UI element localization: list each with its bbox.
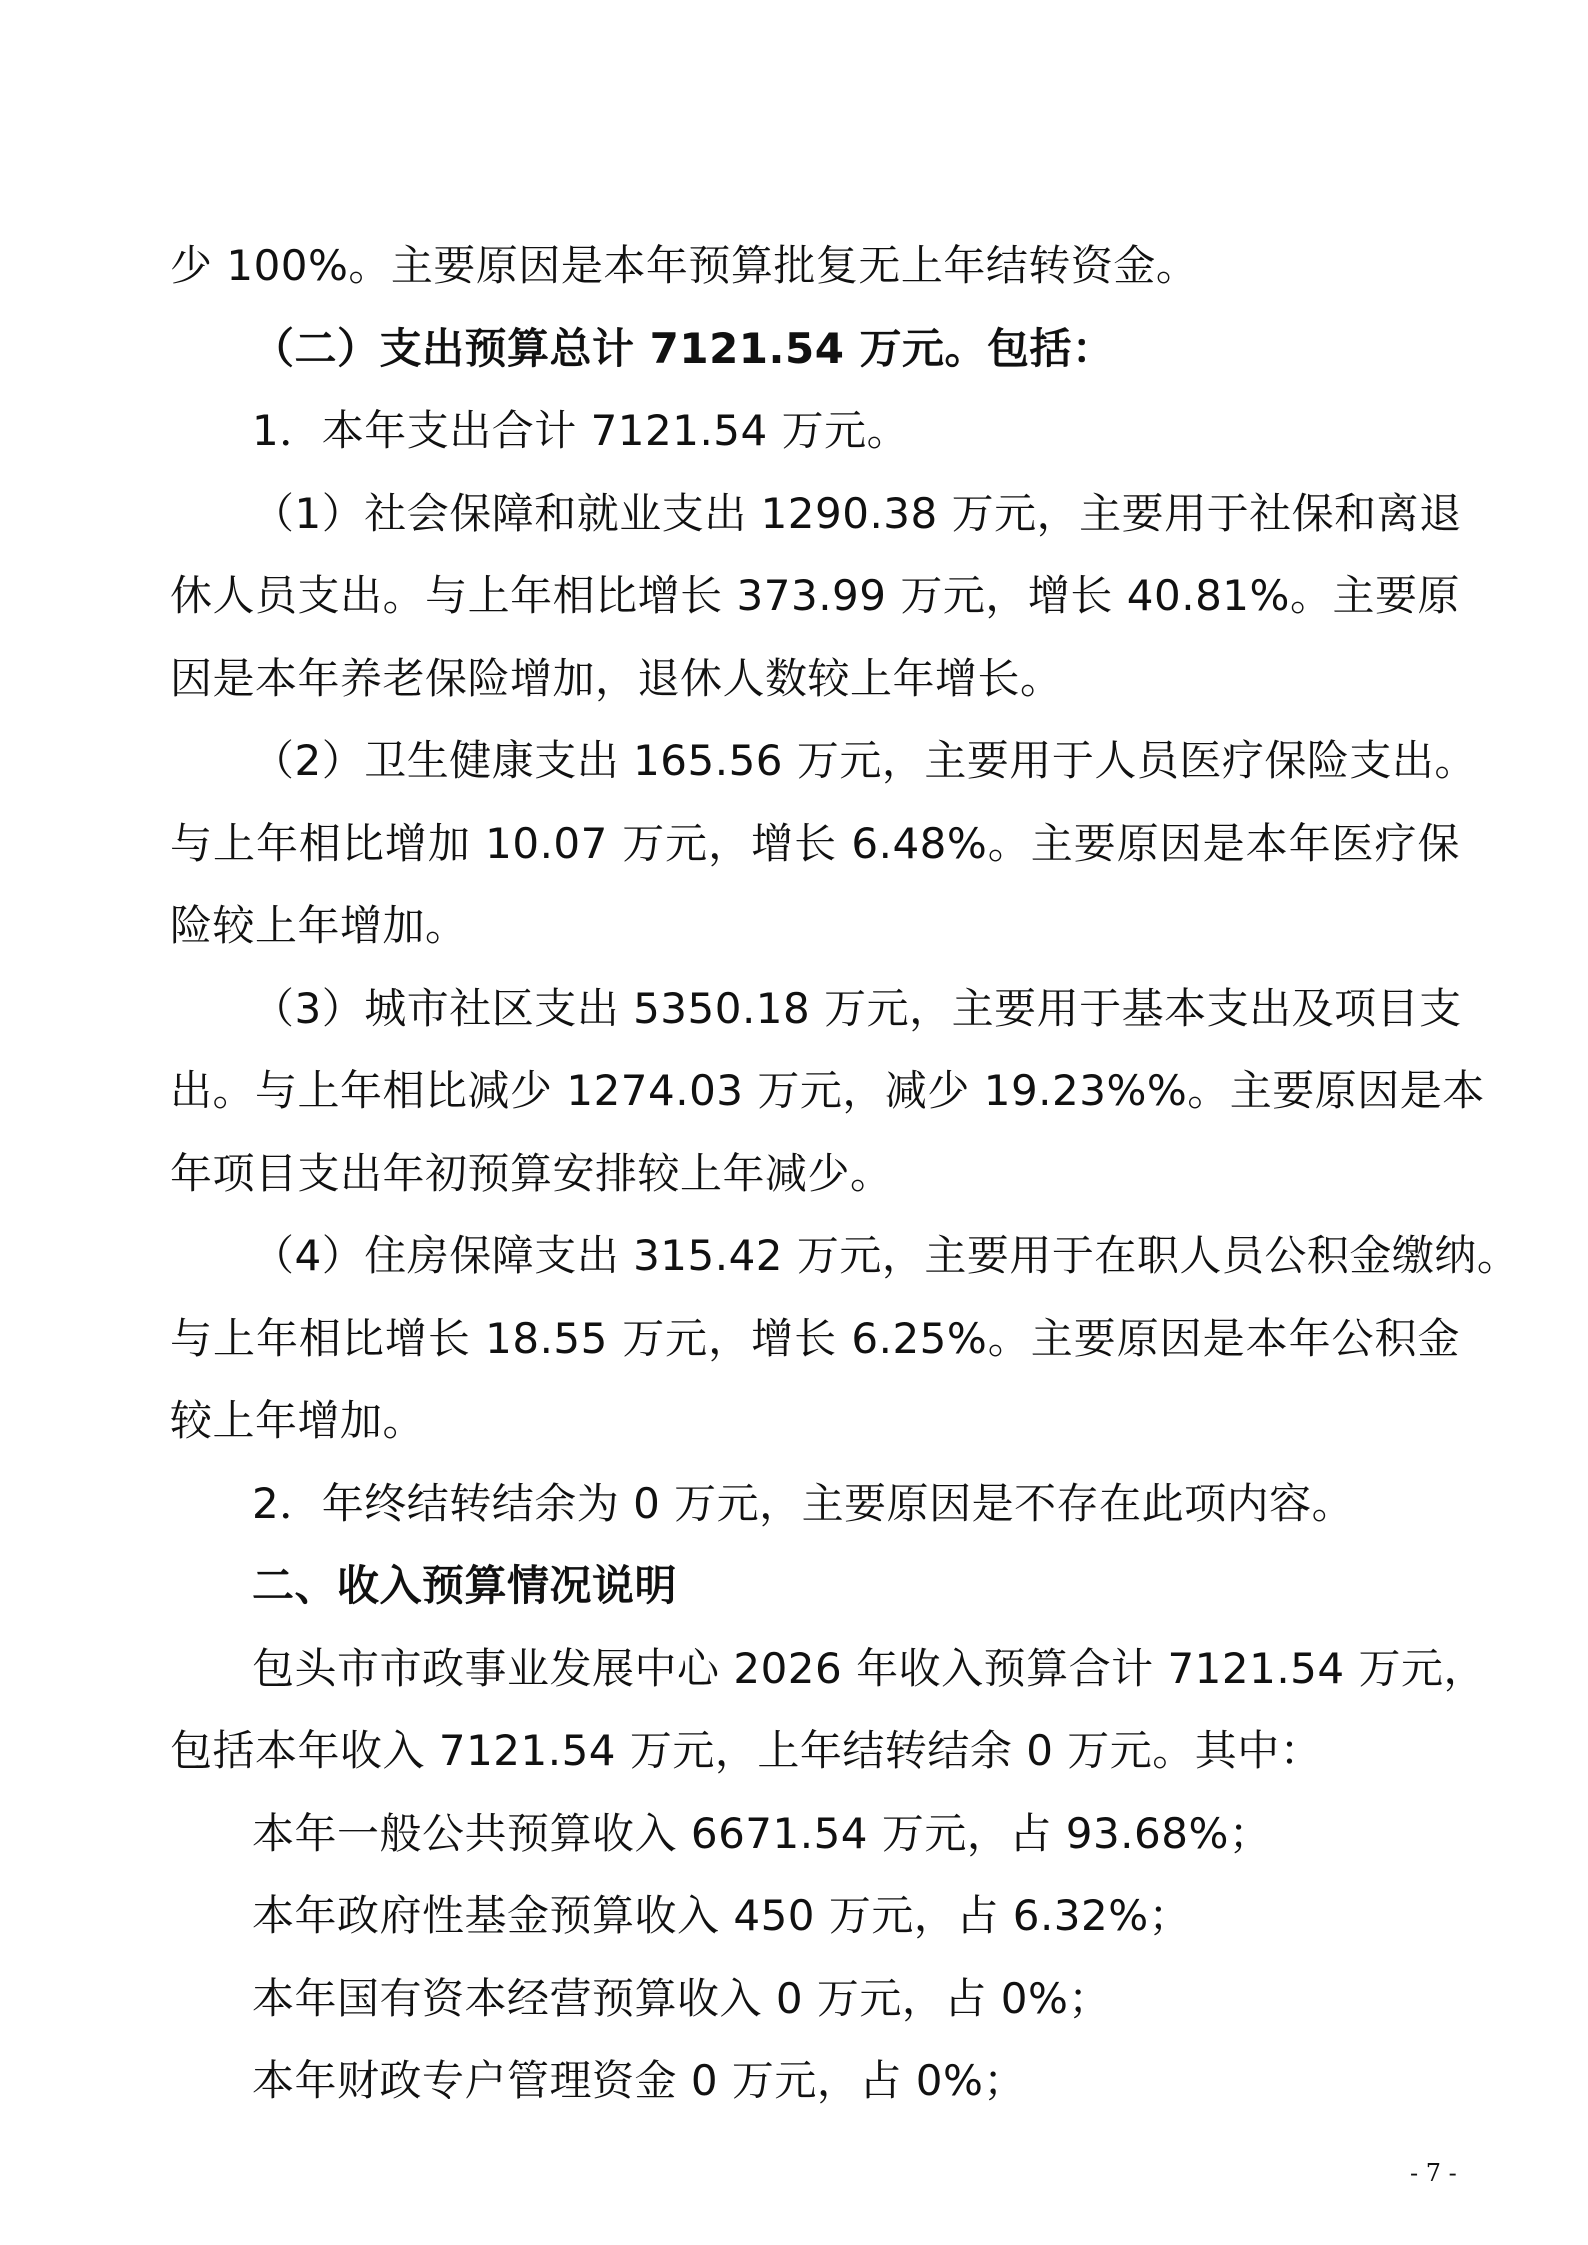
item-urban-community-line-3: 年项目支出年初预算安排较上年减少。 [170,1148,893,1198]
item-urban-community-line-1: （3）城市社区支出 5350.18 万元，主要用于基本支出及项目支 [252,983,1462,1033]
item-housing-line-2: 与上年相比增长 18.55 万元，增长 6.25%。主要原因是本年公积金 [170,1313,1460,1363]
revenue-summary-line-2: 包括本年收入 7121.54 万元，上年结转结余 0 万元。其中： [170,1726,1323,1775]
item-urban-community-line-2: 出。与上年相比减少 1274.03 万元，减少 19.23%%。主要原因是本 [170,1066,1485,1115]
revenue-general-public: 本年一般公共预算收入 6671.54 万元，占 93.68%； [252,1808,1272,1858]
subheading-expenditure-total: （二）支出预算总计 7121.54 万元。包括： [252,323,1115,373]
page-number: - 7 - [1410,2159,1457,2187]
revenue-special-account: 本年财政专户管理资金 0 万元，占 0%； [252,2056,1026,2105]
item-social-security-line-3: 因是本年养老保险增加，退休人数较上年增长。 [170,653,1063,703]
item-health-line-3: 险较上年增加。 [170,901,468,950]
revenue-state-capital: 本年国有资本经营预算收入 0 万元，占 0%； [252,1973,1111,2023]
revenue-government-fund: 本年政府性基金预算收入 450 万元，占 6.32%； [252,1891,1192,1940]
item-social-security-line-2: 休人员支出。与上年相比增长 373.99 万元，增长 40.81%。主要原 [170,571,1460,620]
item-year-end-balance: 2．年终结转结余为 0 万元，主要原因是不存在此项内容。 [252,1478,1355,1528]
section-heading-revenue: 二、收入预算情况说明 [252,1561,678,1610]
item-social-security-line-1: （1）社会保障和就业支出 1290.38 万元，主要用于社保和离退 [252,488,1462,538]
item-housing-line-3: 较上年增加。 [170,1396,426,1445]
document-body [170,225,1520,2123]
revenue-summary-line-1: 包头市市政事业发展中心 2026 年收入预算合计 7121.54 万元， [252,1643,1486,1693]
item-current-year-expenditure: 1．本年支出合计 7121.54 万元。 [252,406,910,455]
body-line-continuation: 少 100%。主要原因是本年预算批复无上年结转资金。 [170,241,1199,290]
item-health-line-1: （2）卫生健康支出 165.56 万元，主要用于人员医疗保险支出。 [252,736,1477,785]
item-health-line-2: 与上年相比增加 10.07 万元，增长 6.48%。主要原因是本年医疗保 [170,818,1460,868]
item-housing-line-1: （4）住房保障支出 315.42 万元，主要用于在职人员公积金缴纳。 [252,1231,1520,1280]
